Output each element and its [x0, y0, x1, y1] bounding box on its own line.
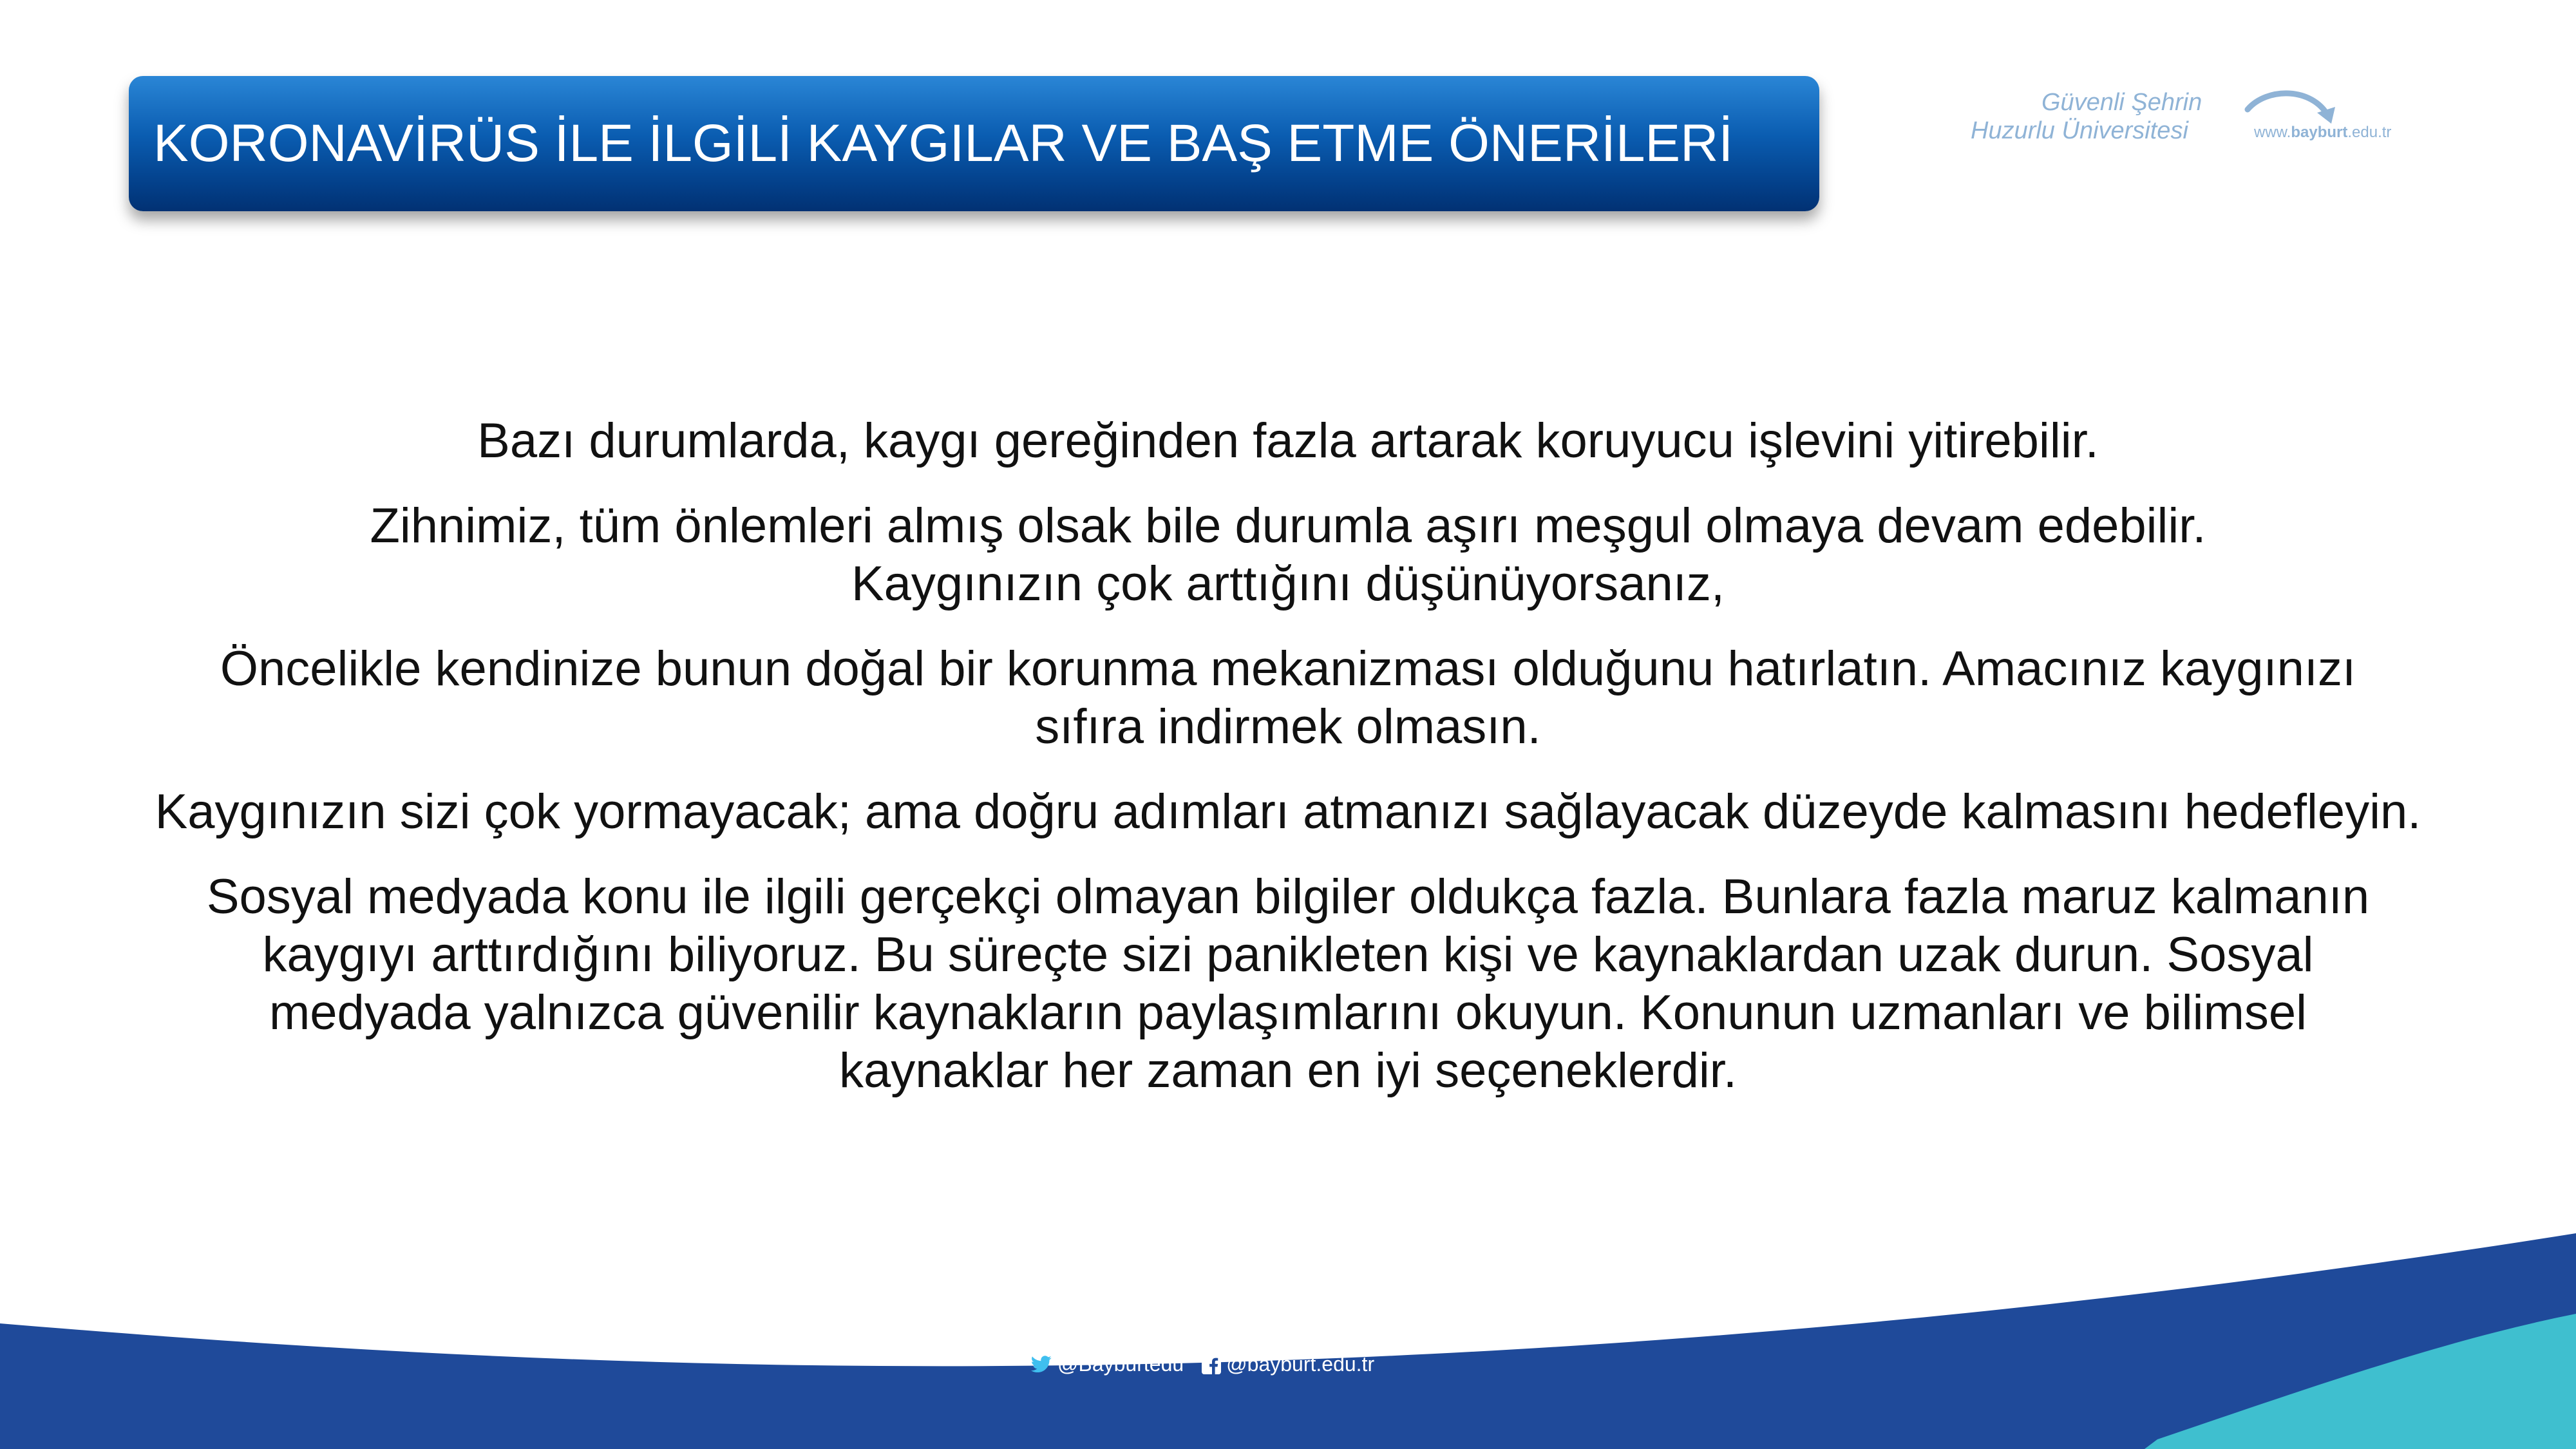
paragraph: Kaygınızın sizi çok yormayacak; ama doğru adımları atmanızı sağlayacak düzeyde kalmasını hedefleyin.: [155, 784, 2421, 839]
page-title: KORONAVİRÜS İLE İLGİLİ KAYGILAR VE BAŞ ETME ÖNERİLERİ: [153, 114, 1734, 173]
university-logo: [1964, 84, 2434, 155]
paragraph: Zihnimiz, tüm önlemleri almış olsak bile durumla aşırı meşgul olmaya devam edebilir. Kaygınızın çok arttığını düşünüyorsanız,: [370, 498, 2206, 611]
body-text: [155, 412, 2421, 1127]
logo-tagline-line2: Huzurlu Üniversitesi: [1971, 117, 2188, 144]
facebook-icon: [1202, 1355, 1221, 1374]
twitter-icon: [1030, 1355, 1052, 1374]
paragraph: Öncelikle kendinize bunun doğal bir korunma mekanizması olduğunu hatırlatın. Amacınız kaygınızı sıfıra indirmek olmasın.: [220, 641, 2356, 754]
facebook-link[interactable]: [1202, 1352, 1374, 1376]
paragraph: Sosyal medyada konu ile ilgili gerçekçi olmayan bilgiler oldukça fazla. Bunlara fazla maruz kalmanın kaygıyı arttırdığını biliyoruz. Bu süreçte sizi panikleten kişi ve kaynaklardan uzak durun. Sosyal medyada yalnızca güvenilir kaynakların paylaşımlarını okuyun. Konunun uzmanları ve bilimsel kaynaklar her zaman en iyi seçeneklerdir.: [206, 869, 2370, 1098]
twitter-handle: @Bayburtedu: [1057, 1352, 1184, 1376]
logo-url: www.bayburt.edu.tr: [2254, 124, 2392, 141]
twitter-link[interactable]: [1030, 1352, 1184, 1376]
social-links: [1030, 1352, 1392, 1376]
paragraph: Bazı durumlarda, kaygı gereğinden fazla artarak koruyucu işlevini yitirebilir.: [477, 413, 2099, 468]
title-banner: [129, 76, 1819, 211]
facebook-handle: @bayburt.edu.tr: [1226, 1352, 1375, 1376]
logo-tagline-line1: Güvenli Şehrin: [2041, 89, 2202, 116]
